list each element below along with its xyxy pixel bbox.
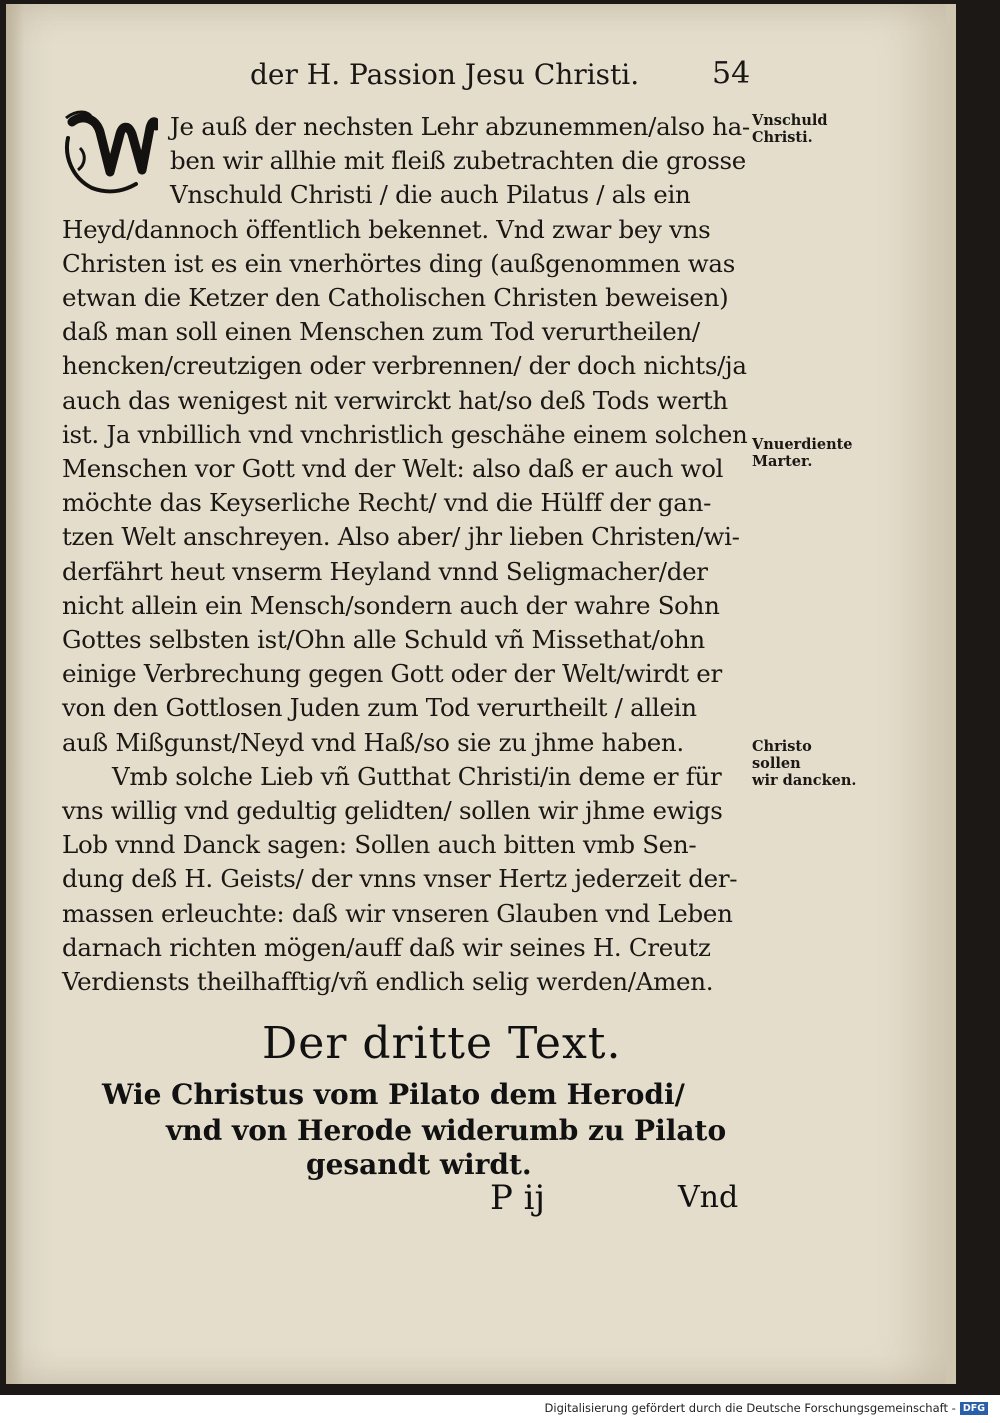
text-line: daß man soll einen Menschen zum Tod verurtheilen/: [62, 317, 700, 347]
catchword: Vnd: [678, 1180, 739, 1215]
margin-note: [752, 738, 857, 789]
text-line: hencken/creutzigen oder verbrennen/ der doch nichts/ja: [62, 351, 747, 381]
margin-note-line: wir dancken.: [752, 772, 857, 789]
running-head: der H. Passion Jesu Christi.: [250, 58, 640, 91]
text-line: vns willig vnd gedultig gelidten/ sollen wir jhme ewigs: [62, 796, 723, 825]
subtitle-line: vnd von Herode widerumb zu Pilato: [166, 1114, 727, 1147]
dfg-logo: DFG: [960, 1402, 988, 1415]
margin-note: [752, 112, 857, 146]
text-line: ist. Ja vnbillich vnd vnchristlich geschähe einem solchen: [62, 419, 748, 449]
text-line: massen erleuchte: daß wir vnseren Glauben vnd Leben: [62, 898, 733, 928]
subtitle-line: Wie Christus vom Pilato dem Herodi/: [102, 1078, 685, 1111]
text-line: Je auß der nechsten Lehr abzunemmen/also ha-: [170, 112, 750, 141]
page-edge: [946, 4, 956, 1384]
margin-note-line: Christo sollen: [752, 738, 812, 772]
text-line: Lob vnnd Danck sagen: Sollen auch bitten vmb Sen-: [62, 830, 697, 860]
text-line: ben wir allhie mit fleiß zubetrachten die grosse: [170, 146, 746, 176]
margin-note-line: Vnschuld: [752, 112, 828, 129]
text-line: Christen ist es ein vnerhörtes ding (außgenommen was: [62, 248, 736, 278]
text-line: Menschen vor Gott vnd der Welt: also daß er auch wol: [62, 454, 724, 483]
footer: [545, 1401, 988, 1415]
text-line: etwan die Ketzer den Catholischen Christen beweisen): [62, 283, 729, 312]
text-line: darnach richten mögen/auff daß wir seines H. Creutz: [62, 932, 711, 962]
text-line: Gottes selbsten ist/Ohn alle Schuld vñ Missethat/ohn: [62, 625, 705, 654]
subtitle-line: gesandt wirdt.: [306, 1148, 532, 1181]
text-line: möchte das Keyserliche Recht/ vnd die Hülff der gan-: [62, 488, 712, 518]
text-line: Vmb solche Lieb vñ Gutthat Christi/in deme er für: [112, 761, 722, 791]
drop-cap: [62, 108, 158, 196]
footer-text: Digitalisierung gefördert durch die Deutsche Forschungsgemeinschaft -: [544, 1401, 956, 1415]
text-line: auch das wenigest nit verwirckt hat/so deß Tods werth: [62, 385, 728, 415]
gutter-shadow: [6, 4, 24, 1384]
text-line: von den Gottlosen Juden zum Tod verurtheilt / allein: [62, 693, 697, 723]
folio-number: 54: [712, 56, 751, 91]
margin-note-line: Christi.: [752, 129, 813, 146]
text-line: auß Mißgunst/Neyd vnd Haß/so sie zu jhme haben.: [62, 727, 684, 757]
text-line: derfährt heut vnserm Heyland vnnd Seligmacher/der: [62, 556, 708, 586]
text-line: nicht allein ein Mensch/sondern auch der wahre Sohn: [62, 590, 720, 620]
text-line: Heyd/dannoch öffentlich bekennet. Vnd zwar bey vns: [62, 214, 711, 244]
margin-note-line: Marter.: [752, 453, 813, 470]
text-line: Verdiensts theilhafftig/vñ endlich selig werden/Amen.: [62, 967, 714, 996]
margin-note-line: Vnuerdiente: [752, 436, 853, 453]
text-line: tzen Welt anschreyen. Also aber/ jhr lieben Christen/wi-: [62, 522, 740, 552]
text-line: Vnschuld Christi / die auch Pilatus / als ein: [170, 180, 691, 210]
section-title: Der dritte Text.: [262, 1018, 622, 1069]
text-line: einige Verbrechung gegen Gott oder der Welt/wirdt er: [62, 659, 722, 689]
margin-note: [752, 436, 857, 470]
text-line: dung deß H. Geists/ der vnns vnser Hertz jederzeit der-: [62, 864, 738, 894]
signature-mark: P ij: [490, 1178, 546, 1218]
